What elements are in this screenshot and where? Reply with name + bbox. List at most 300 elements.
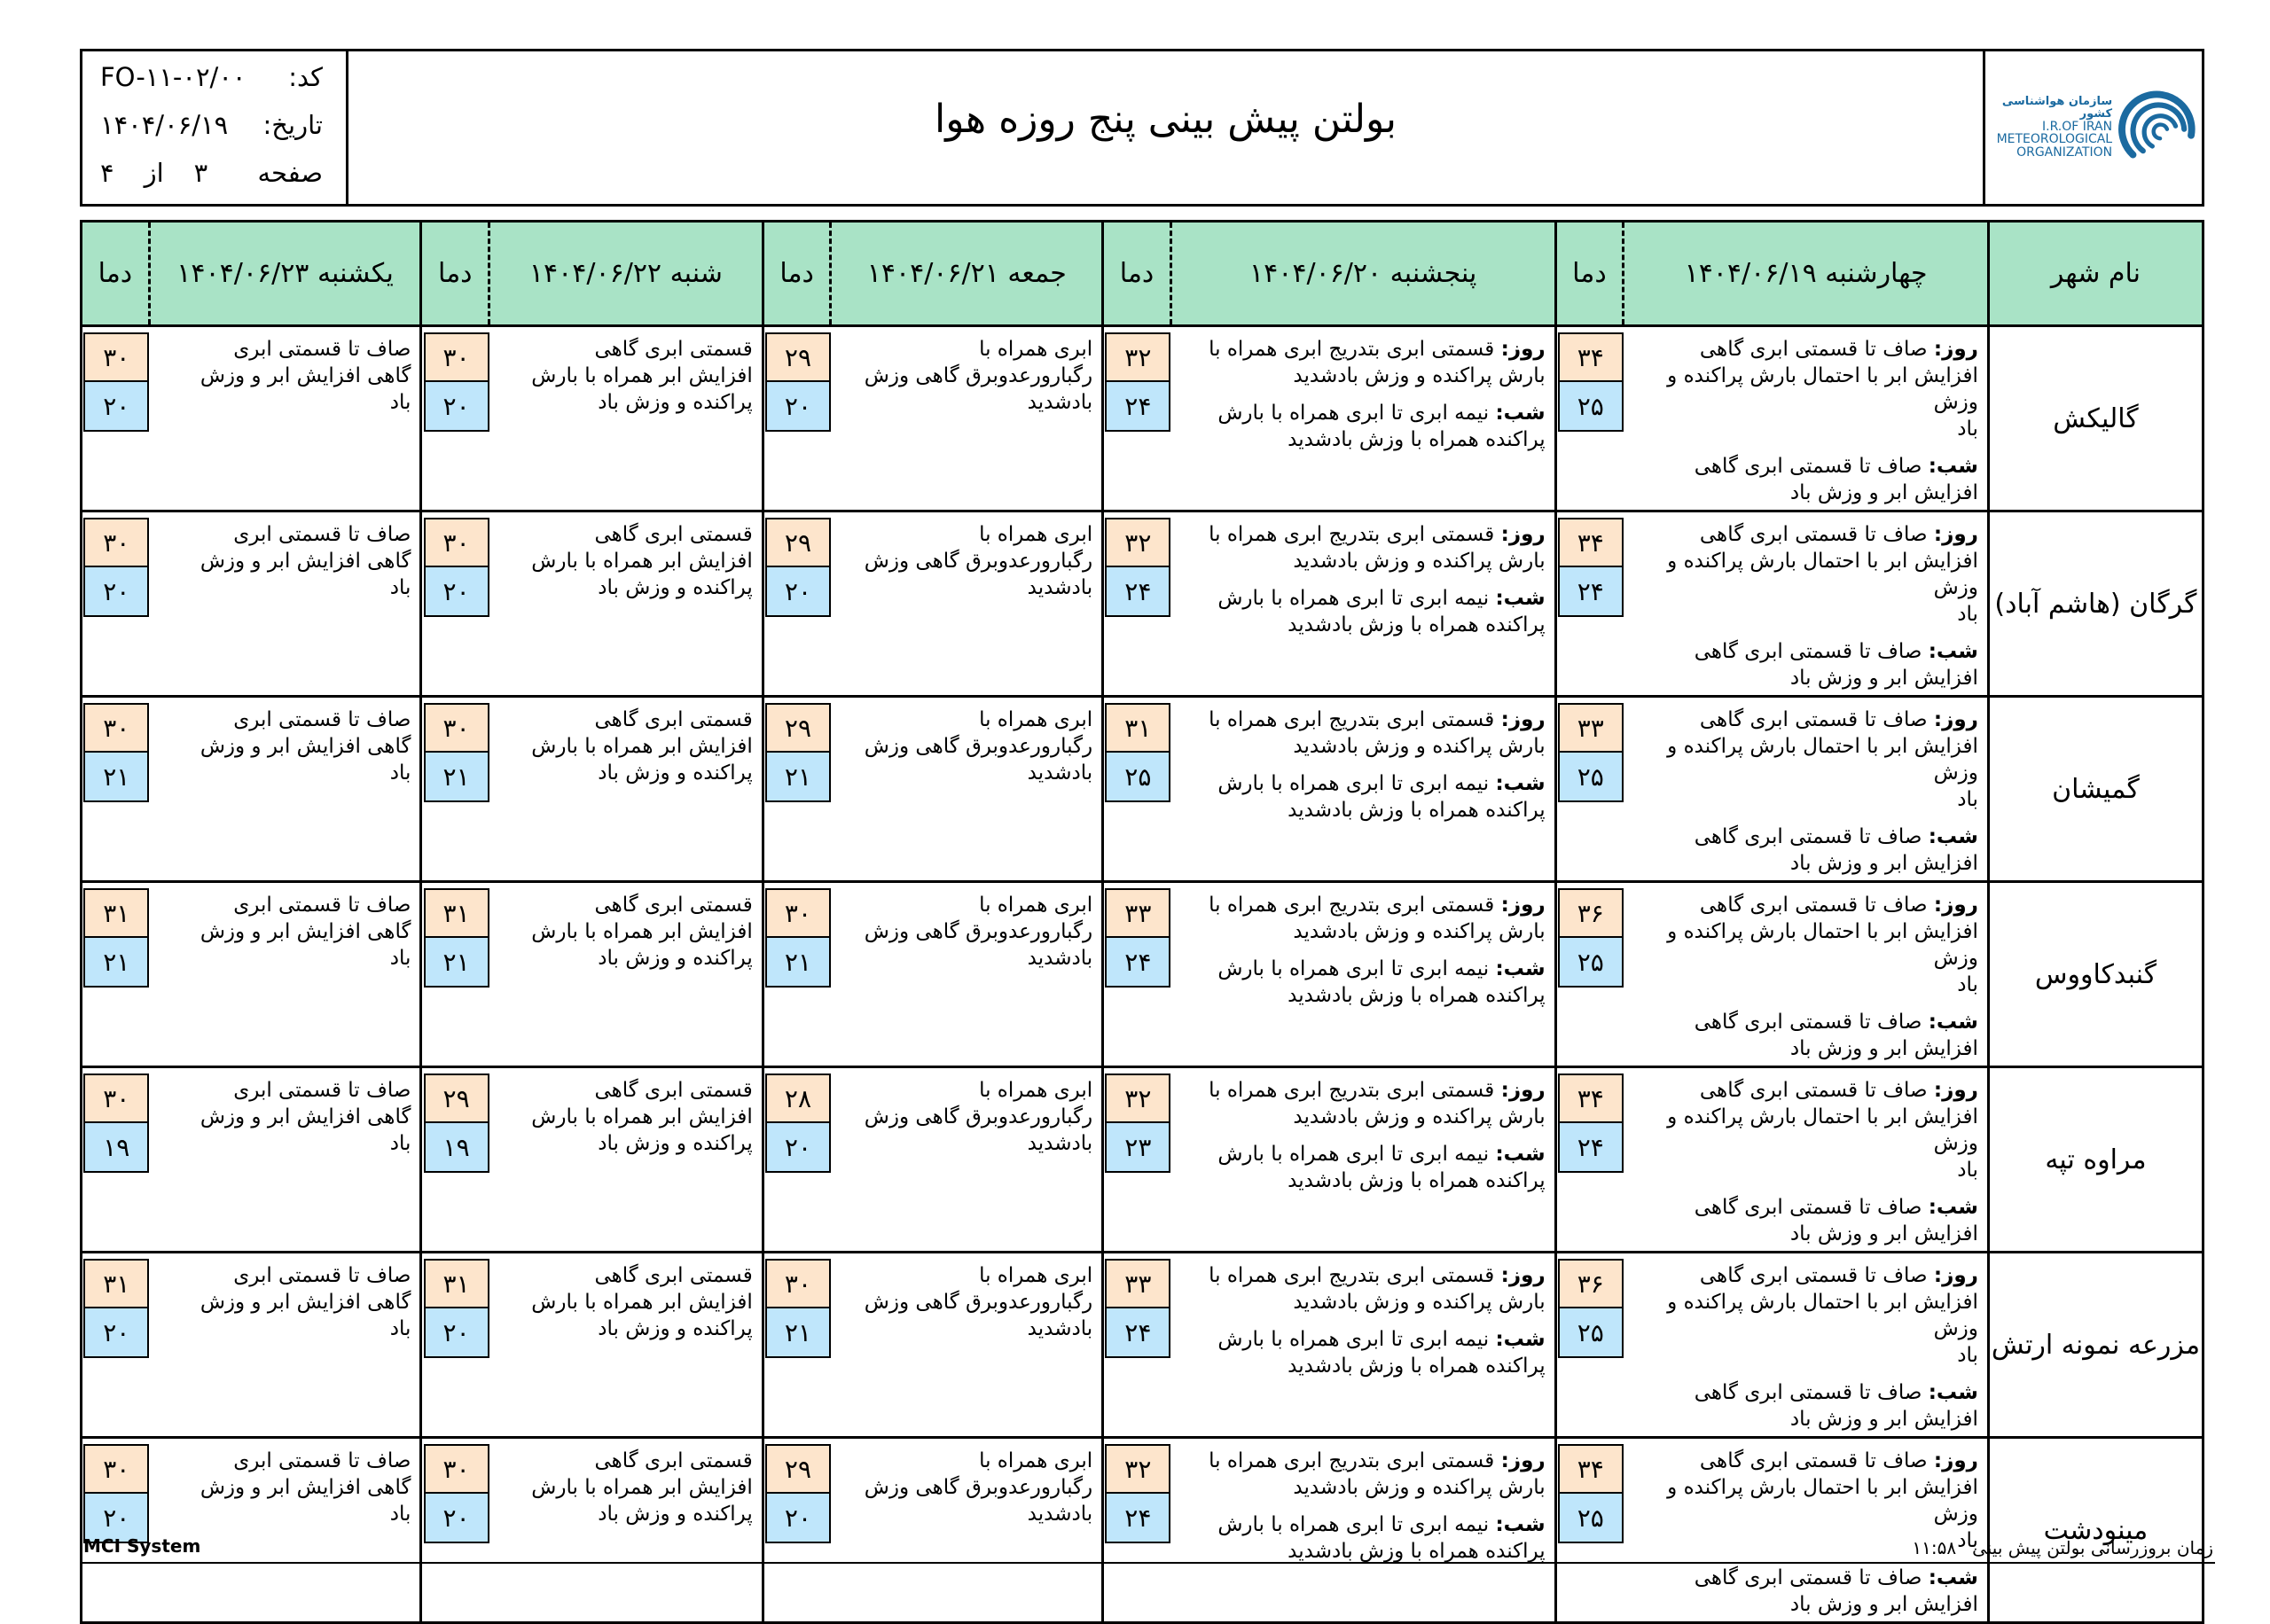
date-value: ۱۴۰۴/۰۶/۱۹ (100, 110, 229, 140)
day-text-line (1631, 707, 1978, 733)
day-text: صاف تا قسمتی ابری گاهی (1699, 1449, 1928, 1472)
day-text-line (1178, 521, 1545, 548)
forecast-desc-day-5 (149, 1067, 421, 1253)
page-of-label: از (144, 158, 164, 188)
forecast-text-line: باد (389, 391, 411, 414)
forecast-desc-day-5 (149, 326, 421, 511)
forecast-text-line: افزایش ابر همراه با بارش (531, 1105, 753, 1128)
temp-box (1558, 888, 1624, 988)
day-text-line: بارش پراکنده و وزش بادشدید (1293, 550, 1546, 573)
city-name: گرگان (هاشم آباد) (1988, 511, 2203, 697)
day-text-line (1178, 707, 1545, 733)
min-temp: ۲۰ (765, 382, 831, 432)
forecast-text-line: گاهی افزایش ابر و وزش (200, 1105, 411, 1128)
forecast-text-line: پراکنده و وزش باد (598, 1132, 753, 1155)
forecast-text-line: گاهی افزایش ابر و وزش (200, 1291, 411, 1314)
night-text-line: افزایش ابر و وزش باد (1789, 1593, 1978, 1616)
table-row (82, 1067, 2203, 1253)
night-text-line: پراکنده همراه با وزش بادشدید (1288, 428, 1546, 451)
forecast-text-line: رگبارورعدوبرق گاهی وزش (864, 550, 1093, 573)
temp-cell-day-4 (421, 1067, 489, 1253)
temp-cell-day-3 (763, 1253, 831, 1438)
temp-box (424, 332, 489, 432)
forecast-text-line: گاهی افزایش ابر و وزش (200, 920, 411, 943)
forecast-text-line: قسمتی ابری گاهی (594, 523, 753, 546)
temp-box (424, 703, 489, 802)
max-temp: ۳۰ (765, 888, 831, 938)
temp-box (1105, 1074, 1170, 1173)
night-label: شب: (1495, 957, 1546, 980)
forecast-text-line: قسمتی ابری گاهی (594, 1264, 753, 1287)
temp-box (83, 1259, 149, 1358)
max-temp: ۳۰ (424, 1444, 489, 1494)
day-header-4: شنبه ۱۴۰۴/۰۶/۲۲ (489, 222, 763, 326)
temp-box (1105, 1259, 1170, 1358)
forecast-text-line: افزایش ابر همراه با بارش (531, 735, 753, 758)
max-temp: ۳۳ (1105, 1259, 1170, 1308)
forecast-desc-day-4 (489, 511, 763, 697)
day-text-line (1631, 1077, 1978, 1104)
temp-cell-day-2 (1103, 1253, 1171, 1438)
day-text-line (1178, 1077, 1545, 1104)
max-temp: ۳۱ (1105, 703, 1170, 753)
temp-box (1105, 332, 1170, 432)
table-row (82, 1438, 2203, 1623)
forecast-text-line: گاهی افزایش ابر و وزش (200, 1476, 411, 1499)
forecast-text-line: صاف تا قسمتی ابری (233, 1079, 411, 1102)
forecast-desc-day-4 (489, 1253, 763, 1438)
forecast-desc-day-2 (1170, 697, 1555, 882)
temp-cell-day-2 (1103, 882, 1171, 1067)
logo-text (1984, 96, 2112, 159)
temp-cell-day-4 (421, 1438, 489, 1623)
forecast-text-line: رگبارورعدوبرق گاهی وزش (864, 1291, 1093, 1314)
temp-box (765, 332, 831, 432)
max-temp: ۲۹ (765, 332, 831, 382)
table-row (82, 326, 2203, 511)
min-temp: ۲۱ (765, 1308, 831, 1358)
footer-update (1912, 1537, 2213, 1558)
temp-box (83, 1074, 149, 1173)
temp-cell-day-4 (421, 1253, 489, 1438)
temp-cell-day-3 (763, 326, 831, 511)
forecast-desc-day-4 (489, 882, 763, 1067)
max-temp: ۳۶ (1558, 888, 1624, 938)
day-label: روز: (1500, 894, 1546, 917)
forecast-desc-day-4 (489, 697, 763, 882)
forecast-desc-day-2 (1170, 1067, 1555, 1253)
temp-cell-day-5 (82, 326, 150, 511)
max-temp: ۳۴ (1558, 332, 1624, 382)
forecast-desc-day-1 (1624, 326, 1989, 511)
night-label: شب: (1928, 455, 1978, 478)
footer-divider (80, 1562, 2215, 1564)
night-label: شب: (1495, 587, 1546, 610)
forecast-desc-day-2 (1170, 1438, 1555, 1623)
forecast-text-line: صاف تا قسمتی ابری (233, 523, 411, 546)
temp-box (1558, 1259, 1624, 1358)
day-label: روز: (1500, 523, 1546, 546)
min-temp: ۲۰ (765, 567, 831, 617)
temp-cell-day-1 (1555, 882, 1624, 1067)
max-temp: ۳۱ (424, 888, 489, 938)
code-row (100, 62, 323, 110)
min-temp: ۲۱ (765, 938, 831, 988)
page-total: ۴ (100, 158, 114, 188)
temp-box (765, 1259, 831, 1358)
night-text-line (1631, 1565, 1978, 1591)
night-label: شب: (1928, 1196, 1978, 1219)
min-temp: ۲۰ (83, 567, 149, 617)
forecast-desc-day-2 (1170, 1253, 1555, 1438)
max-temp: ۲۹ (765, 1444, 831, 1494)
night-text-line: افزایش ابر و وزش باد (1789, 667, 1978, 690)
night-text: صاف تا قسمتی ابری گاهی (1694, 1011, 1922, 1034)
day-text-line: بارش پراکنده و وزش بادشدید (1293, 920, 1546, 943)
logo-text-fa: سازمان هواشناسی کشور (2001, 95, 2113, 121)
city-name: گالیکش (1988, 326, 2203, 511)
forecast-text-line: رگبارورعدوبرق گاهی وزش (864, 1476, 1093, 1499)
page-title: بولتن پیش بینی پنج روزه هوا (934, 96, 1397, 142)
forecast-text-line: پراکنده و وزش باد (598, 576, 753, 599)
footer-update-time: ۱۱:۵۸ (1912, 1537, 1957, 1558)
night-text-line (1178, 585, 1545, 612)
forecast-text-line: افزایش ابر همراه با بارش (531, 1291, 753, 1314)
day-text: قسمتی ابری بتدریج ابری همراه با (1209, 338, 1495, 361)
temp-header-3: دما (763, 222, 831, 326)
forecast-desc-day-5 (149, 882, 421, 1067)
max-temp: ۳۳ (1558, 703, 1624, 753)
forecast-text-line: افزایش ابر همراه با بارش (531, 364, 753, 387)
min-temp: ۲۰ (765, 1123, 831, 1173)
temp-cell-day-3 (763, 1438, 831, 1623)
max-temp: ۳۲ (1105, 518, 1170, 567)
day-text-line: افزایش ابر با احتمال بارش پراکنده و وزش (1667, 920, 1978, 970)
min-temp: ۲۱ (765, 753, 831, 802)
forecast-desc-day-3 (831, 511, 1103, 697)
forecast-desc-day-1 (1624, 697, 1989, 882)
forecast-text-line: ابری همراه با (979, 338, 1093, 361)
day-text: صاف تا قسمتی ابری گاهی (1699, 894, 1928, 917)
night-text-line: پراکنده همراه با وزش بادشدید (1288, 613, 1546, 636)
max-temp: ۳۴ (1558, 1444, 1624, 1494)
bulletin-header (80, 49, 2204, 207)
table-row (82, 511, 2203, 697)
logo-text-en-1: I.R.OF IRAN (2041, 119, 2113, 134)
night-label: شب: (1495, 1143, 1546, 1166)
forecast-desc-day-1 (1624, 1438, 1989, 1623)
temp-cell-day-4 (421, 511, 489, 697)
max-temp: ۳۰ (83, 703, 149, 753)
code-value: FO-۱۱-۰۲/۰۰ (100, 62, 247, 92)
forecast-text-line: افزایش ابر همراه با بارش (531, 550, 753, 573)
city-name: مینودشت (1988, 1438, 2203, 1623)
day-label: روز: (1500, 338, 1546, 361)
page-label: صفحه (257, 158, 323, 188)
night-text-line: پراکنده همراه با وزش بادشدید (1288, 984, 1546, 1007)
forecast-text-line: قسمتی ابری گاهی (594, 1449, 753, 1472)
min-temp: ۲۵ (1558, 753, 1624, 802)
night-text: نیمه ابری تا ابری همراه با بارش (1217, 1328, 1490, 1351)
min-temp: ۲۱ (424, 938, 489, 988)
temp-cell-day-2 (1103, 326, 1171, 511)
night-label: شب: (1495, 772, 1546, 795)
temp-box (765, 703, 831, 802)
day-text-line: باد (1957, 1344, 1978, 1367)
temp-cell-day-4 (421, 326, 489, 511)
day-text-line: افزایش ابر با احتمال بارش پراکنده و وزش (1667, 364, 1978, 414)
day-text: قسمتی ابری بتدریج ابری همراه با (1209, 1079, 1495, 1102)
night-label: شب: (1928, 1566, 1978, 1589)
min-temp: ۲۵ (1558, 382, 1624, 432)
night-text-line: پراکنده همراه با وزش بادشدید (1288, 1355, 1546, 1378)
forecast-desc-day-5 (149, 1438, 421, 1623)
day-text-line: بارش پراکنده و وزش بادشدید (1293, 364, 1546, 387)
forecast-text-line: باد (389, 1132, 411, 1155)
night-text-line (1178, 1511, 1545, 1538)
table-row (82, 1253, 2203, 1438)
min-temp: ۲۴ (1558, 567, 1624, 617)
night-label: شب: (1928, 1381, 1978, 1404)
temp-cell-day-1 (1555, 511, 1624, 697)
day-header-3: جمعه ۱۴۰۴/۰۶/۲۱ (831, 222, 1103, 326)
footer-system: MCI System (83, 1535, 201, 1557)
night-text-line (1631, 1009, 1978, 1035)
night-text: نیمه ابری تا ابری همراه با بارش (1217, 1143, 1490, 1166)
forecast-text-line: ابری همراه با (979, 1449, 1093, 1472)
page-row (100, 158, 323, 206)
night-text: صاف تا قسمتی ابری گاهی (1694, 825, 1922, 848)
day-label: روز: (1933, 894, 1978, 917)
night-label: شب: (1495, 1513, 1546, 1536)
max-temp: ۳۴ (1558, 1074, 1624, 1123)
logo-text-en-3: ORGANIZATION (2016, 144, 2113, 160)
forecast-text-line: رگبارورعدوبرق گاهی وزش (864, 735, 1093, 758)
temp-box (424, 888, 489, 988)
night-label: شب: (1495, 402, 1546, 425)
day-text-line: افزایش ابر با احتمال بارش پراکنده و وزش (1667, 1291, 1978, 1340)
night-text: صاف تا قسمتی ابری گاهی (1694, 1196, 1922, 1219)
forecast-text-line: ابری همراه با (979, 523, 1093, 546)
day-text: صاف تا قسمتی ابری گاهی (1699, 338, 1928, 361)
forecast-text-line: پراکنده و وزش باد (598, 947, 753, 970)
day-text-line: بارش پراکنده و وزش بادشدید (1293, 1291, 1546, 1314)
temp-cell-day-2 (1103, 1438, 1171, 1623)
forecast-text-line: رگبارورعدوبرق گاهی وزش (864, 364, 1093, 387)
min-temp: ۲۰ (424, 382, 489, 432)
day-text: صاف تا قسمتی ابری گاهی (1699, 1264, 1928, 1287)
day-label: روز: (1933, 1264, 1978, 1287)
temp-box (1105, 703, 1170, 802)
night-text-line: افزایش ابر و وزش باد (1789, 1037, 1978, 1060)
page-number (100, 158, 207, 188)
forecast-text-line: باد (389, 1317, 411, 1340)
city-column-header: نام شهر (1988, 222, 2203, 326)
max-temp: ۳۰ (424, 703, 489, 753)
forecast-text-line: باد (389, 576, 411, 599)
day-text-line: افزایش ابر با احتمال بارش پراکنده و وزش (1667, 735, 1978, 785)
night-text-line: افزایش ابر و وزش باد (1789, 1408, 1978, 1431)
temp-box (1105, 1444, 1170, 1543)
temp-cell-day-5 (82, 697, 150, 882)
forecast-desc-day-4 (489, 1067, 763, 1253)
max-temp: ۳۲ (1105, 332, 1170, 382)
temp-box (1105, 888, 1170, 988)
temp-box (1558, 518, 1624, 617)
temp-box (424, 518, 489, 617)
day-text: قسمتی ابری بتدریج ابری همراه با (1209, 1264, 1495, 1287)
forecast-text-line: بادشدید (1027, 761, 1093, 785)
max-temp: ۳۱ (424, 1259, 489, 1308)
page-current: ۳ (193, 158, 208, 188)
forecast-desc-day-3 (831, 1067, 1103, 1253)
forecast-desc-day-1 (1624, 882, 1989, 1067)
temp-cell-day-4 (421, 882, 489, 1067)
forecast-text-line: قسمتی ابری گاهی (594, 1079, 753, 1102)
max-temp: ۳۰ (83, 518, 149, 567)
day-text: صاف تا قسمتی ابری گاهی (1699, 523, 1928, 546)
night-text-line: پراکنده همراه با وزش بادشدید (1288, 1540, 1546, 1563)
day-text-line: باد (1957, 1159, 1978, 1182)
day-text-line: بارش پراکنده و وزش بادشدید (1293, 735, 1546, 758)
temp-box (83, 888, 149, 988)
day-text-line: باد (1957, 1529, 1978, 1552)
min-temp: ۲۰ (424, 1494, 489, 1543)
max-temp: ۳۰ (83, 332, 149, 382)
temp-box (1558, 1074, 1624, 1173)
temp-cell-day-1 (1555, 1438, 1624, 1623)
table-row (82, 697, 2203, 882)
forecast-text-line: بادشدید (1027, 1132, 1093, 1155)
max-temp: ۳۰ (424, 332, 489, 382)
night-text-line (1178, 400, 1545, 426)
forecast-text-line: پراکنده و وزش باد (598, 1317, 753, 1340)
night-text: نیمه ابری تا ابری همراه با بارش (1217, 772, 1490, 795)
city-name: مراوه تپه (1988, 1067, 2203, 1253)
min-temp: ۲۳ (1105, 1123, 1170, 1173)
forecast-text-line: ابری همراه با (979, 1079, 1093, 1102)
night-text-line (1631, 453, 1978, 480)
day-label: روز: (1933, 523, 1978, 546)
forecast-text-line: بادشدید (1027, 1317, 1093, 1340)
min-temp: ۲۴ (1105, 382, 1170, 432)
forecast-desc-day-4 (489, 326, 763, 511)
min-temp: ۲۱ (83, 938, 149, 988)
day-text: صاف تا قسمتی ابری گاهی (1699, 708, 1928, 731)
logo-text-en-2: METEOROLOGICAL (1996, 132, 2113, 147)
temp-cell-day-2 (1103, 697, 1171, 882)
forecast-text-line: صاف تا قسمتی ابری (233, 894, 411, 917)
night-text: نیمه ابری تا ابری همراه با بارش (1217, 1513, 1490, 1536)
night-text: نیمه ابری تا ابری همراه با بارش (1217, 587, 1490, 610)
max-temp: ۳۰ (424, 518, 489, 567)
night-text: نیمه ابری تا ابری همراه با بارش (1217, 402, 1490, 425)
forecast-text-line: گاهی افزایش ابر و وزش (200, 735, 411, 758)
forecast-desc-day-3 (831, 1438, 1103, 1623)
temp-cell-day-4 (421, 697, 489, 882)
day-text-line (1178, 1262, 1545, 1289)
footer-update-label: زمان بروزرسانی بولتن پیش بینی (1972, 1537, 2213, 1558)
temp-cell-day-5 (82, 1067, 150, 1253)
day-text: قسمتی ابری بتدریج ابری همراه با (1209, 1449, 1495, 1472)
forecast-desc-day-5 (149, 511, 421, 697)
day-text: قسمتی ابری بتدریج ابری همراه با (1209, 523, 1495, 546)
day-text-line: افزایش ابر با احتمال بارش پراکنده و وزش (1667, 550, 1978, 599)
logo-box (1983, 51, 2202, 204)
night-text-line (1631, 1194, 1978, 1221)
temp-cell-day-3 (763, 1067, 831, 1253)
max-temp: ۳۶ (1558, 1259, 1624, 1308)
forecast-text-line: ابری همراه با (979, 708, 1093, 731)
temp-cell-day-3 (763, 882, 831, 1067)
date-label: تاریخ: (262, 110, 323, 140)
forecast-desc-day-1 (1624, 1067, 1989, 1253)
table-header-row (82, 222, 2203, 326)
temp-box (1558, 1444, 1624, 1543)
forecast-text-line: پراکنده و وزش باد (598, 1503, 753, 1526)
day-text-line: بارش پراکنده و وزش بادشدید (1293, 1476, 1546, 1499)
temp-box (83, 332, 149, 432)
min-temp: ۲۰ (424, 567, 489, 617)
forecast-text-line: بادشدید (1027, 947, 1093, 970)
forecast-text-line: افزایش ابر همراه با بارش (531, 920, 753, 943)
max-temp: ۳۰ (83, 1444, 149, 1494)
forecast-desc-day-2 (1170, 326, 1555, 511)
forecast-text-line: افزایش ابر همراه با بارش (531, 1476, 753, 1499)
forecast-text-line: باد (389, 761, 411, 785)
max-temp: ۲۹ (424, 1074, 489, 1123)
night-text-line (1178, 1326, 1545, 1353)
day-header-5: یکشنبه ۱۴۰۴/۰۶/۲۳ (149, 222, 421, 326)
night-text: نیمه ابری تا ابری همراه با بارش (1217, 957, 1490, 980)
temp-box (1558, 332, 1624, 432)
night-label: شب: (1928, 825, 1978, 848)
spiral-logo-icon (2117, 74, 2203, 181)
min-temp: ۲۰ (83, 1494, 149, 1543)
temp-cell-day-5 (82, 511, 150, 697)
temp-cell-day-1 (1555, 326, 1624, 511)
temp-cell-day-1 (1555, 697, 1624, 882)
day-label: روز: (1933, 338, 1978, 361)
forecast-desc-day-3 (831, 697, 1103, 882)
night-text-line (1178, 1141, 1545, 1167)
min-temp: ۲۵ (1558, 938, 1624, 988)
night-text-line (1631, 824, 1978, 850)
forecast-text-line: باد (389, 1503, 411, 1526)
forecast-desc-day-4 (489, 1438, 763, 1623)
day-text-line (1631, 521, 1978, 548)
max-temp: ۳۲ (1105, 1074, 1170, 1123)
max-temp: ۲۹ (765, 703, 831, 753)
night-text: صاف تا قسمتی ابری گاهی (1694, 455, 1922, 478)
day-header-2: پنجشنبه ۱۴۰۴/۰۶/۲۰ (1170, 222, 1555, 326)
min-temp: ۲۴ (1558, 1123, 1624, 1173)
night-text-line: افزایش ابر و وزش باد (1789, 481, 1978, 504)
forecast-desc-day-5 (149, 1253, 421, 1438)
temp-cell-day-5 (82, 1253, 150, 1438)
forecast-desc-day-1 (1624, 511, 1989, 697)
night-label: شب: (1928, 1011, 1978, 1034)
night-text-line (1631, 1379, 1978, 1406)
code-label: کد: (288, 62, 323, 92)
forecast-text-line: صاف تا قسمتی ابری (233, 1449, 411, 1472)
day-label: روز: (1933, 1449, 1978, 1472)
forecast-text-line: رگبارورعدوبرق گاهی وزش (864, 920, 1093, 943)
forecast-table-body (82, 326, 2203, 1623)
forecast-text-line: صاف تا قسمتی ابری (233, 338, 411, 361)
day-text-line: افزایش ابر با احتمال بارش پراکنده و وزش (1667, 1105, 1978, 1155)
day-text: قسمتی ابری بتدریج ابری همراه با (1209, 894, 1495, 917)
